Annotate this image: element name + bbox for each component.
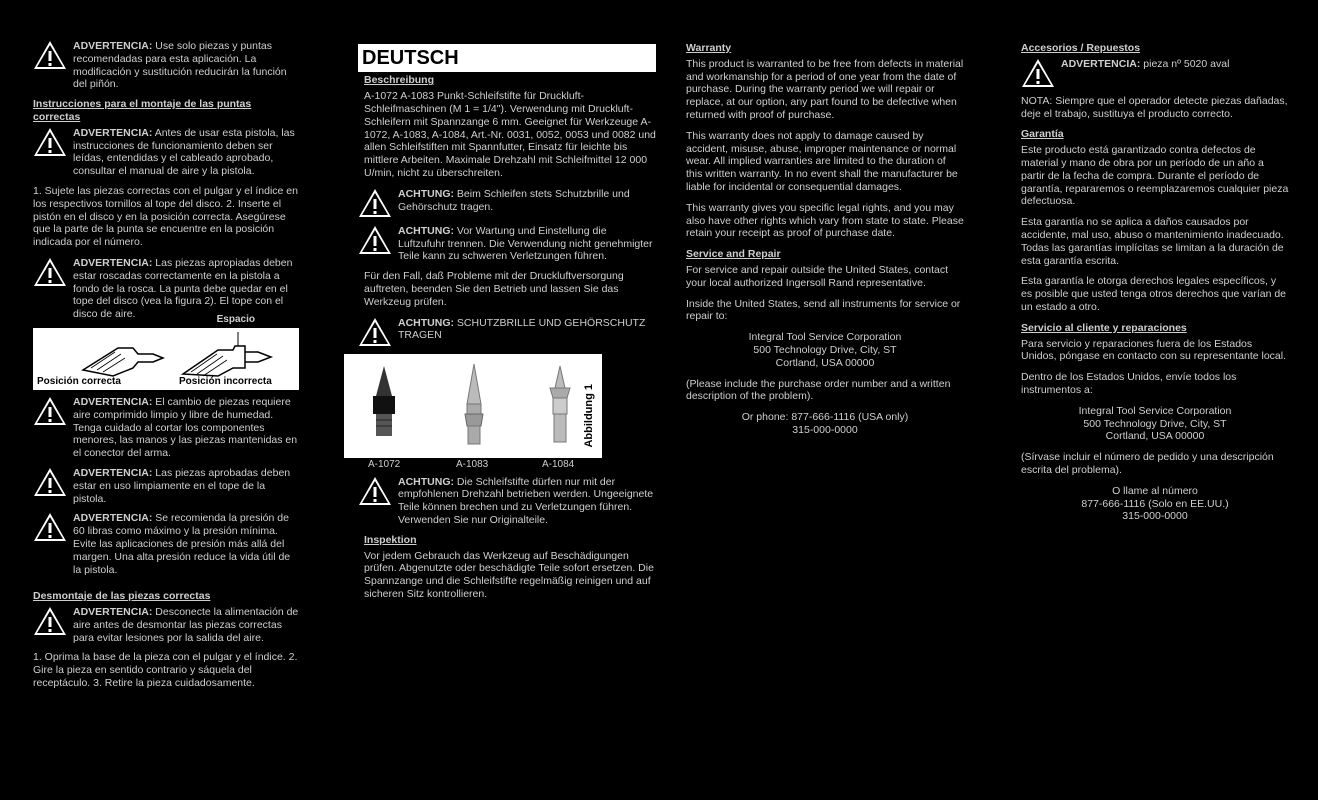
section-heading: Inspektion — [364, 533, 417, 546]
tip-position-figure — [33, 313, 299, 390]
paragraph-text: Für den Fall, daß Probleme mit der Druckluftversorgung auftreten, beenden Sie den Betrieb und lassen Sie das Werkzeug prüfen. — [364, 270, 624, 308]
service-paragraph: Inside the United States, send all instruments for service or repair to: — [686, 297, 961, 323]
warning-text: Las piezas aprobadas deben estar en uso limpiamente en el tope de la pistola. — [73, 466, 291, 505]
column-spanish-instructions — [33, 40, 301, 698]
warning-triangle-icon — [33, 396, 67, 426]
column-german-instructions — [358, 40, 656, 609]
tip-a1084-illustration — [540, 364, 580, 446]
warning-text: pieza nº 5020 aval — [1143, 57, 1230, 70]
service-address — [1021, 405, 1289, 443]
warning-label: ADVERTENCIA: — [73, 395, 153, 408]
warning-text: Antes de usar esta pistola, las instrucciones de funcionamiento deben ser leídas, entendidas y el cableado aprobado, consultar el manual de aire y la pistola. — [73, 126, 295, 178]
guarantee-paragraph: Este producto está garantizado contra defectos de material y mano de obra por un período de un año a partir de la fecha de compra. Durante el período de garantía, repararemos o reemplazaremos cualquier pieza defectuosa. — [1021, 144, 1289, 208]
tips-figure — [344, 354, 602, 471]
warning-label: ADVERTENCIA: — [73, 256, 153, 269]
warning-label: ADVERTENCIA: — [1061, 57, 1141, 70]
warning-block — [33, 127, 301, 178]
warning-triangle-icon — [33, 40, 67, 70]
warning-block — [358, 225, 656, 263]
warning-block — [358, 476, 656, 527]
warning-text: Die Schleifstifte dürfen nur mit der empfohlenen Drehzahl betrieben werden. Ungeeignete Teile können brechen und zu Verletzungen führen. Verwenden Sie nur Originalteile. — [398, 475, 654, 526]
warranty-paragraph: This warranty does not apply to damage caused by accident, misuse, abuse, improper maintenance or normal wear. All implied warranties are limited to the duration of this written warranty. In no event shall the manufacturer be liable for incidental or consequential damages. — [686, 129, 958, 193]
section-heading: Garantía — [1021, 128, 1064, 141]
tip-a1083-illustration — [454, 364, 494, 446]
description-text: A-1072 A-1083 Punkt-Schleifstifte für Druckluft-Schleifmaschinen (M 1 = 1/4"). Verwendung mit Druckluft-Schleifern mit Spannzange 6 mm. Geeignet für Werkzeuge A-1072, A-1083, A-1084, Art.-Nr. 0031, 0052, 0053 und 0082 und allen Schleifstiften mit Spannfutter, Einsatz für leichte bis mittlere Arbeiten. Maximale Drehzahl mit Schleifmittel 12 000 U/min, nicht zu überschreiten. — [364, 90, 656, 179]
phone-block — [1021, 485, 1289, 523]
phone-line: 315-000-0000 — [792, 423, 858, 436]
tip-a1072-illustration — [364, 364, 404, 442]
warranty-paragraph: This product is warranted to be free from defects in material and workmanship for a period of one year from the date of purchase. During the warranty period we will repair or replace, at our option, any part found to be defective when returned with proof of purchase. — [686, 57, 964, 121]
warning-block — [33, 257, 301, 321]
phone-line: 877-666-1116 (Solo en EE.UU.) — [1081, 497, 1229, 510]
service-note: (Sírvase incluir el número de pedido y una descripción escrita del problema). — [1021, 451, 1274, 476]
guarantee-paragraph: Esta garantía no se aplica a daños causados por accidente, mal uso, abuso o mantenimiento inadecuado. Todas las garantías implícitas se limitan a la duración de esta garantía escrita. — [1021, 216, 1284, 267]
figure-caption: Abbildung 1 — [582, 383, 595, 448]
figure-label-correct: Posición correcta — [37, 375, 121, 387]
warning-block — [33, 606, 301, 644]
address-line: Cortland, USA 00000 — [1105, 430, 1205, 443]
warning-block — [1021, 58, 1289, 88]
section-heading: Beschreibung — [364, 74, 435, 87]
language-heading: DEUTSCH — [358, 44, 656, 72]
warning-triangle-icon — [33, 467, 67, 497]
note-text: NOTA: Siempre que el operador detecte piezas dañadas, deje el trabajo, sustituya el producto correcto. — [1021, 94, 1288, 120]
instruction-steps: 1. Sujete las piezas correctas con el pulgar y el índice en los respectivos tornillos al tope del disco. 2. Inserte el pistón en el disco y en la posición correcta. Asegúrese que la parte de la punta se encuentre en la posición indicada por el número. — [33, 184, 298, 249]
warning-text: Beim Schleifen stets Schutzbrille und Gehörschutz tragen. — [398, 187, 630, 213]
address-line: 500 Technology Drive, City, ST — [1083, 417, 1227, 430]
section-heading: Service and Repair — [686, 248, 781, 261]
warning-label: ADVERTENCIA: — [73, 466, 153, 479]
section-heading: Warranty — [686, 42, 732, 54]
warning-label: ADVERTENCIA: — [73, 512, 153, 525]
section-heading: Desmontaje de las piezas correctas — [33, 590, 211, 603]
tip-label: A-1072 — [368, 459, 401, 471]
phone-line: 315-000-0000 — [1122, 510, 1188, 523]
warning-text: Use solo piezas y puntas recomendadas para esta aplicación. La modificación y sustitución reducirán la función del piñón. — [73, 40, 287, 91]
warning-block — [33, 512, 301, 576]
service-paragraph: Para servicio y reparaciones fuera de los Estados Unidos, póngase en contacto con su representante local. — [1021, 337, 1287, 363]
warning-triangle-icon — [33, 257, 67, 287]
removal-steps: 1. Oprima la base de la pieza con el pulgar y el índice. 2. Gire la pieza en sentido contrario y sáquela del receptáculo. 3. Retire la pieza cuidadosamente. — [33, 651, 298, 690]
warning-triangle-icon — [1021, 58, 1055, 88]
warning-label: ACHTUNG: — [398, 316, 454, 329]
figure-label-incorrect: Posición incorrecta — [179, 375, 272, 387]
warning-text: Vor Wartung und Einstellung die Luftzufuhr trennen. Die Verwendung nicht genehmigter Teile kann zu schweren Verletzungen führen. — [398, 224, 653, 263]
phone-line: O llame al número — [1112, 484, 1198, 497]
column-spanish-warranty — [1021, 40, 1289, 523]
service-paragraph: For service and repair outside the United States, contact your local authorized Ingersoll Rand representative. — [686, 263, 949, 289]
warning-triangle-icon — [358, 188, 392, 218]
warning-triangle-icon — [358, 476, 392, 506]
warning-triangle-icon — [358, 317, 392, 347]
section-heading: Instrucciones para el montaje de las puntas correctas — [33, 98, 252, 123]
warning-triangle-icon — [33, 606, 67, 636]
warning-block — [358, 188, 656, 218]
warning-label: ADVERTENCIA: — [73, 126, 153, 139]
warning-block — [33, 396, 301, 460]
warning-label: ACHTUNG: — [398, 224, 454, 237]
warning-block — [33, 467, 301, 505]
warning-label: ADVERTENCIA: — [73, 606, 153, 619]
address-line: Integral Tool Service Corporation — [1078, 404, 1232, 417]
figure-label-gap: Espacio — [216, 313, 255, 325]
section-heading: Servicio al cliente y reparaciones — [1021, 321, 1187, 334]
warning-label: ACHTUNG: — [398, 475, 454, 488]
tip-label: A-1083 — [456, 459, 489, 471]
warning-label: ADVERTENCIA: — [73, 40, 153, 52]
tip-label: A-1084 — [542, 459, 575, 471]
warning-triangle-icon — [358, 225, 392, 255]
warning-text: El cambio de piezas requiere aire comprimido limpio y libre de humedad. Tenga cuidado al cortar los componentes menores, las manos y las piezas mantenidas en el conector del arma. — [73, 395, 298, 460]
section-heading: Accesorios / Repuestos — [1021, 42, 1141, 54]
warning-text: Se recomienda la presión de 60 libras como máximo y la presión mínima. Evite las aplicaciones de presión más allá del margen. Una alta presión reduce la vida útil de la pistola. — [73, 512, 291, 576]
service-address — [686, 331, 964, 369]
warning-text: SCHUTZBRILLE UND GEHÖRSCHUTZ TRAGEN — [398, 316, 646, 342]
column-english-warranty — [686, 40, 964, 437]
service-note: (Please include the purchase order number and a written description of the problem). — [686, 377, 951, 403]
warning-label: ACHTUNG: — [398, 187, 454, 200]
guarantee-paragraph: Esta garantía le otorga derechos legales específicos, y es posible que usted tenga otros derechos que varían de un estado a otro. — [1021, 275, 1287, 313]
warning-triangle-icon — [33, 127, 67, 157]
service-paragraph: Dentro de los Estados Unidos, envíe todos los instrumentos a: — [1021, 371, 1237, 396]
warning-block — [358, 317, 656, 347]
warning-text: Las piezas apropiadas deben estar roscadas correctamente en la pistola a fondo de la rosca. La punta debe quedar en el tope del disco (vea la figura 2). El tope con el disco de aire. — [73, 256, 293, 321]
warning-triangle-icon — [33, 512, 67, 542]
phone-block — [686, 411, 964, 437]
address-line: Cortland, USA 00000 — [775, 356, 875, 369]
warranty-paragraph: This warranty gives you specific legal rights, and you may also have other rights which vary from state to state. Please retain your receipt as proof of purchase date. — [686, 201, 964, 240]
phone-line: Or phone: 877-666-1116 (USA only) — [741, 411, 909, 424]
warning-text: Desconecte la alimentación de aire antes de desmontar las piezas correctas para evitar lesiones por la salida del aire. — [73, 606, 299, 644]
inspection-text: Vor jedem Gebrauch das Werkzeug auf Beschädigungen prüfen. Abgenutzte oder beschädigte Teile sofort ersetzen. Die Spannzange und die Schleifstifte regelmäßig reinigen und auf sicheren Sitz kontrollieren. — [364, 549, 654, 600]
address-line: 500 Technology Drive, City, ST — [753, 343, 897, 356]
warning-block — [33, 40, 301, 91]
address-line: Integral Tool Service Corporation — [748, 331, 902, 344]
